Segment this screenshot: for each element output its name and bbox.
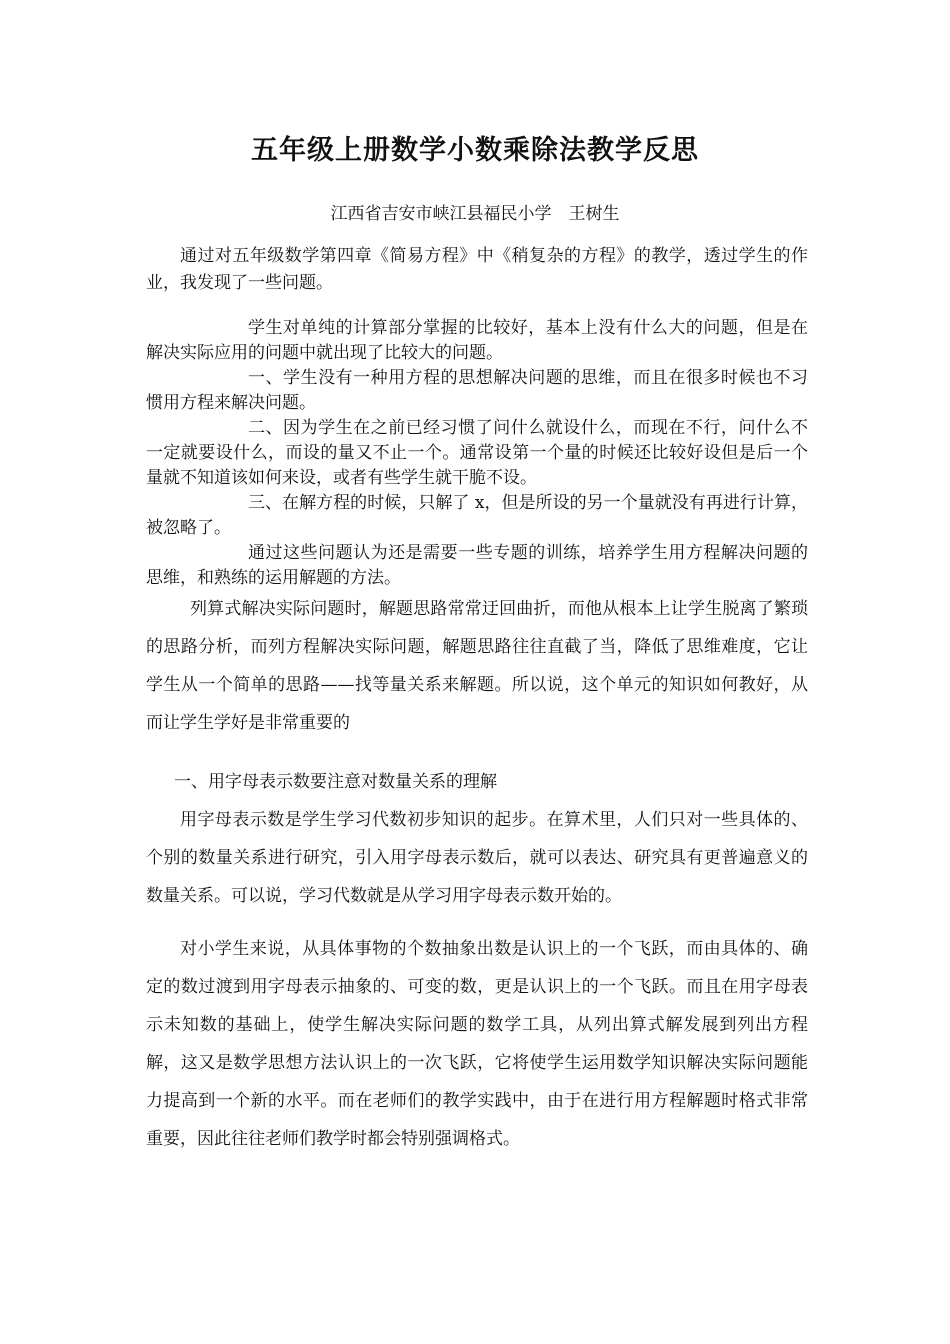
paragraph-leap: 对小学生来说，从具体事物的个数抽象出数是认识上的一个飞跃，而由具体的、确定的数过渡到用字母表示抽象的、可变的数，更是认识上的一个飞跃。而且在用字母表示未知数的基础上，使学生解决实际问题的数学工具，从列出算式解发展到列出方程解，这又是数学思想方法认识上的一次飞跃，它将使学生运用数学知识解决实际问题能力提高到一个新的水平。而在老师们的教学实践中，由于在进行用方程解题时格式非常重要，因此往往老师们教学时都会特别强调格式。 <box>146 939 808 1149</box>
section-heading-one: 一、用字母表示数要注意对数量关系的理解 <box>174 772 497 792</box>
paragraph-calculation: 学生对单纯的计算部分掌握的比较好，基本上没有什么大的问题，但是在解决实际应用的问题中就出现了比较大的问题。 <box>146 318 808 363</box>
paragraph-point-three: 三、在解方程的时候，只解了 x，但是所设的另一个量就没有再进行计算，被忽略了。 <box>146 493 808 538</box>
paragraph-column-formula: 列算式解决实际问题时，解题思路常常迂回曲折，而他从根本上让学生脱离了繁琐的思路分析，而列方程解决实际问题，解题思路往往直截了当，降低了思维难度，它让学生从一个简单的思路——找等量关系来解题。所以说，这个单元的知识如何教好，从而让学生学好是非常重要的 <box>146 599 808 733</box>
author-line: 江西省吉安市峡江县福民小学 王树生 <box>330 204 620 224</box>
intro-paragraph: 通过对五年级数学第四章《简易方程》中《稍复杂的方程》的教学，透过学生的作业，我发现了一些问题。 <box>146 246 808 293</box>
paragraph-point-two: 二、因为学生在之前已经习惯了问什么就设什么，而现在不行，问什么不一定就要设什么，而设的量又不止一个。通常设第一个量的时候还比较好设但是后一个量就不知道该如何来设，或者有些学生就干脆不设。 <box>146 418 808 488</box>
document-title: 五年级上册数学小数乘除法教学反思 <box>251 135 699 166</box>
paragraph-training: 通过这些问题认为还是需要一些专题的训练，培养学生用方程解决问题的思维，和熟练的运用解题的方法。 <box>146 543 808 588</box>
paragraph-point-one: 一、学生没有一种用方程的思想解决问题的思维，而且在很多时候也不习惯用方程来解决问题。 <box>146 368 808 413</box>
paragraph-letters: 用字母表示数是学生学习代数初步知识的起步。在算术里，人们只对一些具体的、个别的数量关系进行研究，引入用字母表示数后，就可以表达、研究具有更普遍意义的数量关系。可以说，学习代数就是从学习用字母表示数开始的。 <box>146 810 808 906</box>
